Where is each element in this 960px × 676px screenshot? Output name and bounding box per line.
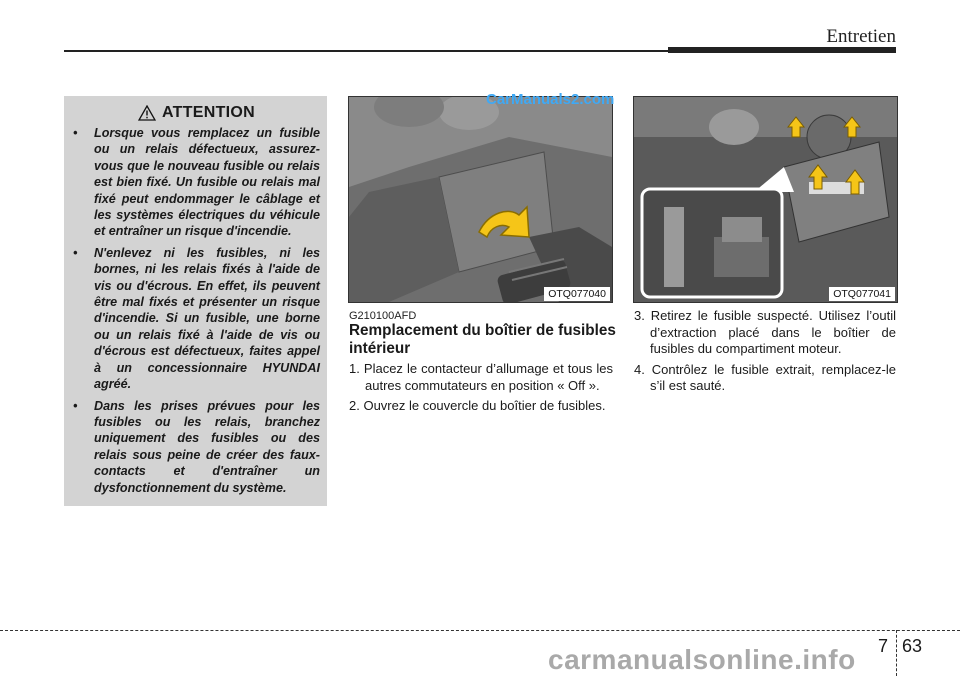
interior-fuse-box-illustration: [349, 97, 612, 302]
attention-item: • Lorsque vous remplacez un fusible ou un relais défectueux, assurez-vous que le nouveau fusible ou relais est bien fixé. Un fusible ou relais mal fixé peut endommager le câblage et les systèmes électriques du véhicule et entraîner un risque d'incendie.: [73, 125, 320, 240]
site-watermark: CarManuals2.com: [486, 91, 615, 108]
warning-triangle-icon: [138, 105, 156, 121]
step-item: 3. Retirez le fusible suspecté. Utilisez l’outil d’extraction placé dans le boîtier de fusibles du compartiment moteur.: [634, 308, 896, 357]
attention-item: • Dans les prises prévues pour les fusibles ou les relais, branchez uniquement des fusibles ou des relais sous peine de créer des faux-contacts et d'entraîner un dysfonctionnement du système.: [73, 398, 320, 496]
attention-box: [64, 96, 327, 506]
step-item: 4. Contrôlez le fusible extrait, remplacez-le s’il est sauté.: [634, 361, 896, 394]
footer-watermark: carmanualsonline.info: [548, 644, 856, 675]
section-title: Remplacement du boîtier de fusibles intérieur: [349, 322, 616, 357]
footer-divider: [896, 630, 897, 676]
attention-header: [73, 104, 320, 122]
engine-fuse-box-photo: [633, 96, 898, 303]
attention-list: [73, 125, 320, 496]
section-code: G210100AFD: [349, 310, 417, 322]
engine-fuse-box-illustration: [634, 97, 897, 302]
footer-rule: [0, 630, 960, 631]
steps-list: [634, 308, 896, 399]
step-item: 2. Ouvrez le couvercle du boîtier de fusibles.: [349, 398, 606, 414]
page-section-title: Entretien: [826, 26, 896, 47]
chapter-number: 7: [877, 636, 888, 656]
interior-fuse-box-photo: [348, 96, 613, 303]
attention-item: • N'enlevez ni les fusibles, ni les bornes, ni les relais fixés à l'aide de vis ou d'écrous. En effet, ils peuvent être mal fixés et présenter un risque d'incendie. Si un fusible, une borne ou un relais fixé à l'aide de vis ou d'écrous est défectueux, faites appel à un concessionnaire HYUNDAI agréé.: [73, 245, 320, 393]
steps-list: [349, 361, 613, 419]
header-rule-thick: [668, 47, 896, 53]
step-item: 1. Placez le contacteur d’allumage et tous les autres commutateurs en position « Off ».: [349, 361, 613, 393]
page-number: 63: [902, 636, 923, 656]
figure-label: OTQ077040: [544, 287, 610, 301]
attention-title: ATTENTION: [161, 104, 256, 121]
header-rule: [64, 50, 672, 52]
figure-label: OTQ077041: [829, 287, 895, 301]
